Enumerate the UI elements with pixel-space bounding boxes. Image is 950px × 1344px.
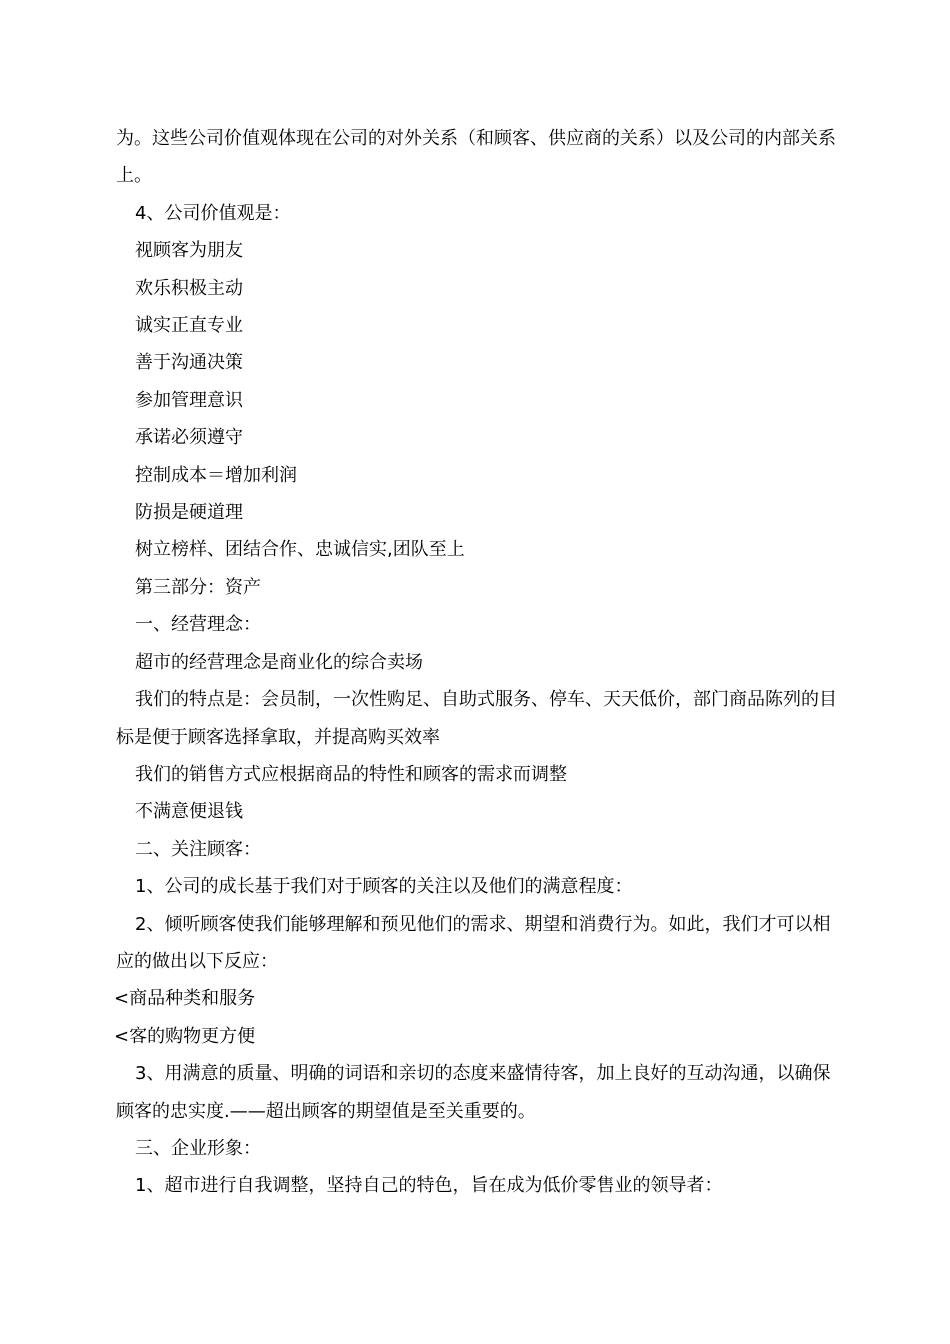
paragraph: 我们的特点是：会员制，一次性购足、自助式服务、停车、天天低价，部门商品陈列的目标是便于顾客选择拿取，并提高购买效率 <box>116 689 837 748</box>
paragraph: 2、倾听顾客使我们能够理解和预见他们的需求、期望和消费行为。如此，我们才可以相应的做出以下反应： <box>116 913 831 972</box>
subheading-business-philosophy: 一、经营理念： <box>135 614 261 636</box>
value-item: 诚实正直专业 <box>135 315 243 337</box>
value-item: 承诺必须遵守 <box>135 427 243 449</box>
value-item: 控制成本＝增加利润 <box>135 464 297 486</box>
document-body <box>116 120 838 1205</box>
paragraph: 1、超市进行自我调整，坚持自己的特色，旨在成为低价零售业的领导者： <box>135 1175 723 1197</box>
paragraph: 我们的销售方式应根据商品的特性和顾客的需求而调整 <box>135 763 567 785</box>
paragraph: 1、公司的成长基于我们对于顾客的关注以及他们的满意程度： <box>135 876 633 898</box>
subheading-corporate-image: 三、企业形象： <box>135 1137 261 1159</box>
list-item: <商品种类和服务 <box>114 988 256 1010</box>
subheading-customer-focus: 二、关注顾客： <box>135 838 261 860</box>
paragraph: 不满意便退钱 <box>135 801 243 823</box>
list-item: <客的购物更方便 <box>114 1025 256 1047</box>
value-item: 树立榜样、团结合作、忠诚信实,团队至上 <box>135 539 465 561</box>
value-item: 参加管理意识 <box>135 389 243 411</box>
paragraph: 3、用满意的质量、明确的词语和亲切的态度来盛情待客，加上良好的互动沟通，以确保顾客的忠实度.——超出顾客的期望值是至关重要的。 <box>116 1063 831 1122</box>
paragraph-values-intro: 为。这些公司价值观体现在公司的对外关系（和顾客、供应商的关系）以及公司的内部关系上。 <box>116 128 836 187</box>
value-item: 善于沟通决策 <box>135 352 243 374</box>
heading-company-values: 4、公司价值观是： <box>135 202 291 224</box>
section-heading-assets: 第三部分：资产 <box>135 576 261 598</box>
value-item: 防损是硬道理 <box>135 502 243 524</box>
value-item: 欢乐积极主动 <box>135 277 243 299</box>
paragraph: 超市的经营理念是商业化的综合卖场 <box>135 651 423 673</box>
value-item: 视顾客为朋友 <box>135 240 243 262</box>
